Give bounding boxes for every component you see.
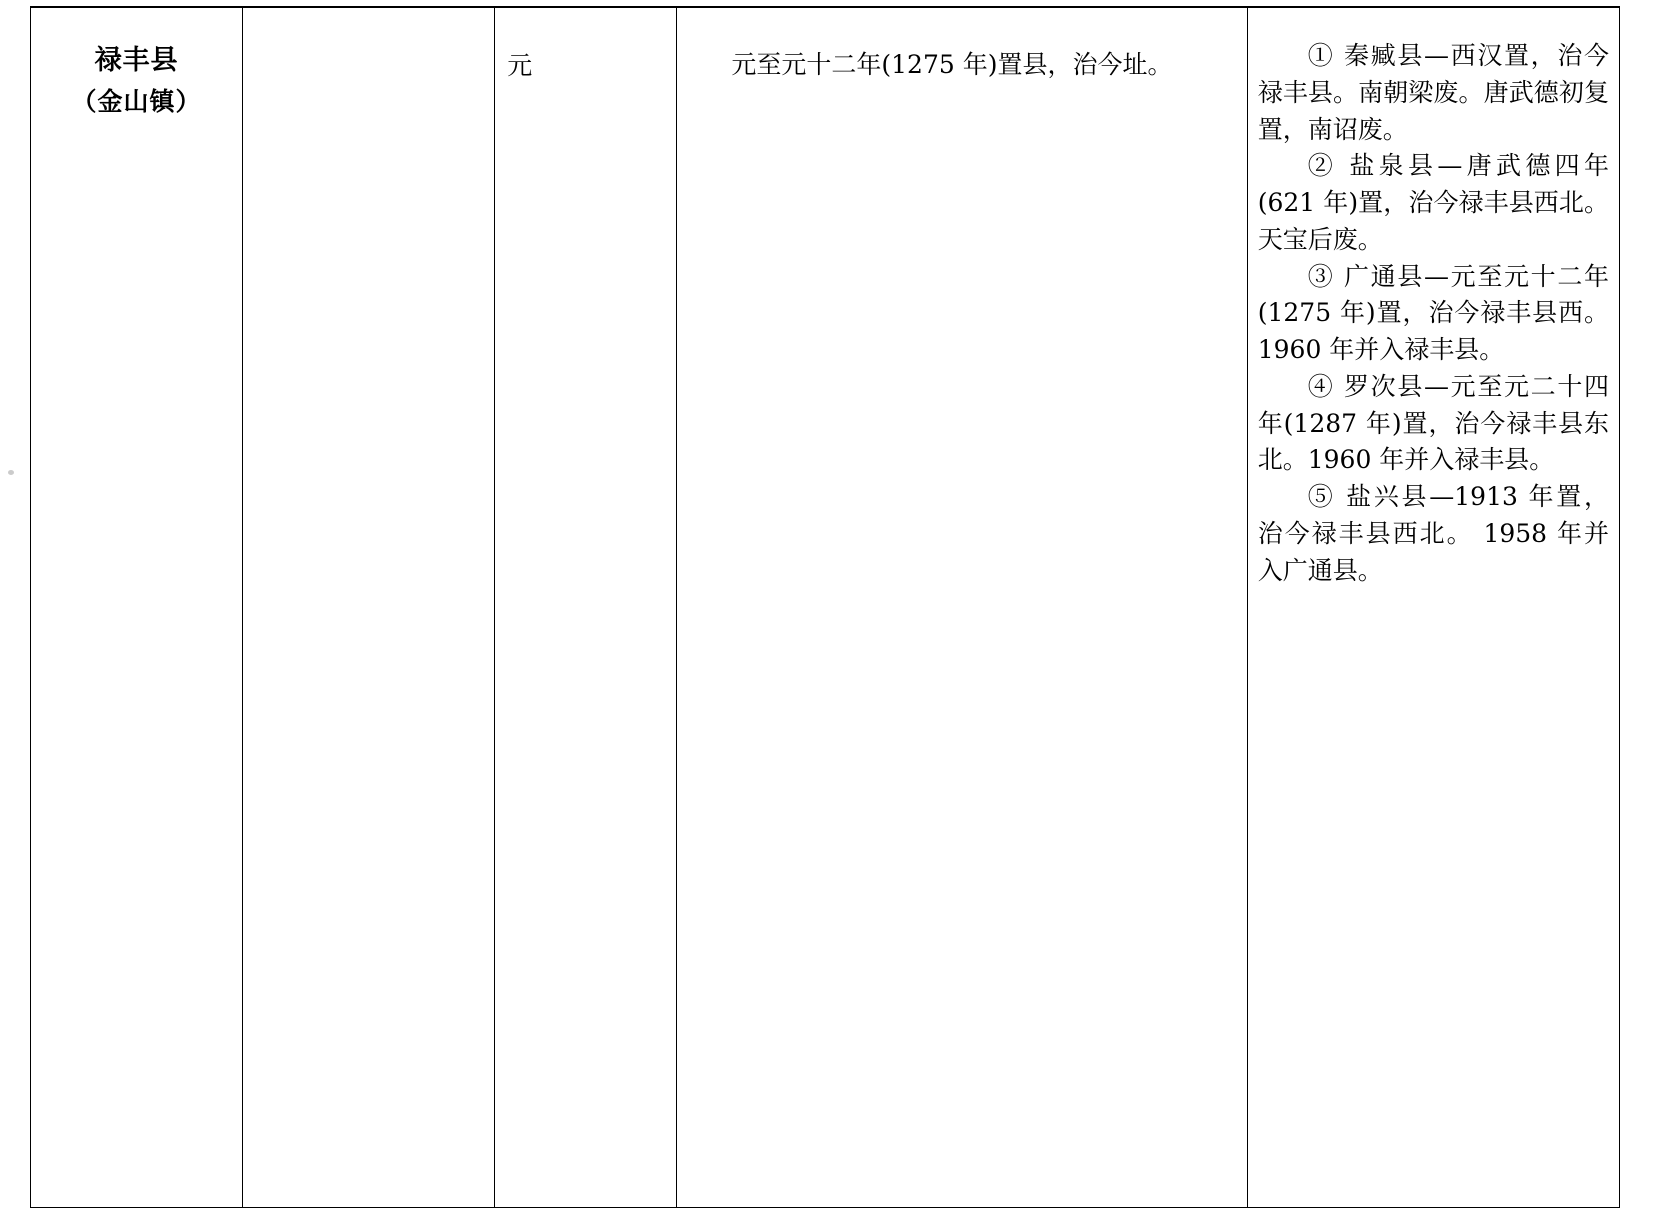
- county-name-block: [31, 8, 242, 126]
- historical-counties-table: [30, 6, 1620, 1208]
- cell-establishment: [677, 7, 1247, 1208]
- county-name-text: 禄丰县: [94, 45, 179, 76]
- history-item: ⑤ 盐兴县—1913 年置，治今禄丰县西北。 1958 年并入广通县。: [1257, 482, 1609, 585]
- historical-counties-table-wrapper: [30, 6, 1620, 1208]
- establishment-text: 元至元十二年(1275 年)置县，治今址。: [731, 50, 1173, 79]
- history-item: ① 秦臧县—西汉置，治今禄丰县。南朝梁废。唐武德初复置，南诏废。: [1257, 41, 1609, 144]
- blank-cell-content: [243, 8, 494, 24]
- history-item: ④ 罗次县—元至元二十四年(1287 年)置，治今禄丰县东北。1960 年并入禄丰县。: [1257, 371, 1609, 475]
- dynasty-text: 元: [507, 51, 533, 80]
- county-seat-text: （金山镇）: [71, 87, 202, 117]
- cell-history: [1247, 7, 1619, 1208]
- history-item: ③ 广通县—元至元十二年(1275 年)置，治今禄丰县西。1960 年并入禄丰县。: [1257, 261, 1609, 364]
- scan-speck: [8, 470, 14, 475]
- table-row: [31, 7, 1620, 1208]
- history-list: [1248, 8, 1619, 597]
- cell-county-name: [31, 7, 243, 1208]
- cell-dynasty: [495, 7, 677, 1208]
- history-item: ② 盐泉县—唐武德四年(621 年)置，治今禄丰县西北。天宝后废。: [1257, 151, 1609, 254]
- cell-blank: [243, 7, 495, 1208]
